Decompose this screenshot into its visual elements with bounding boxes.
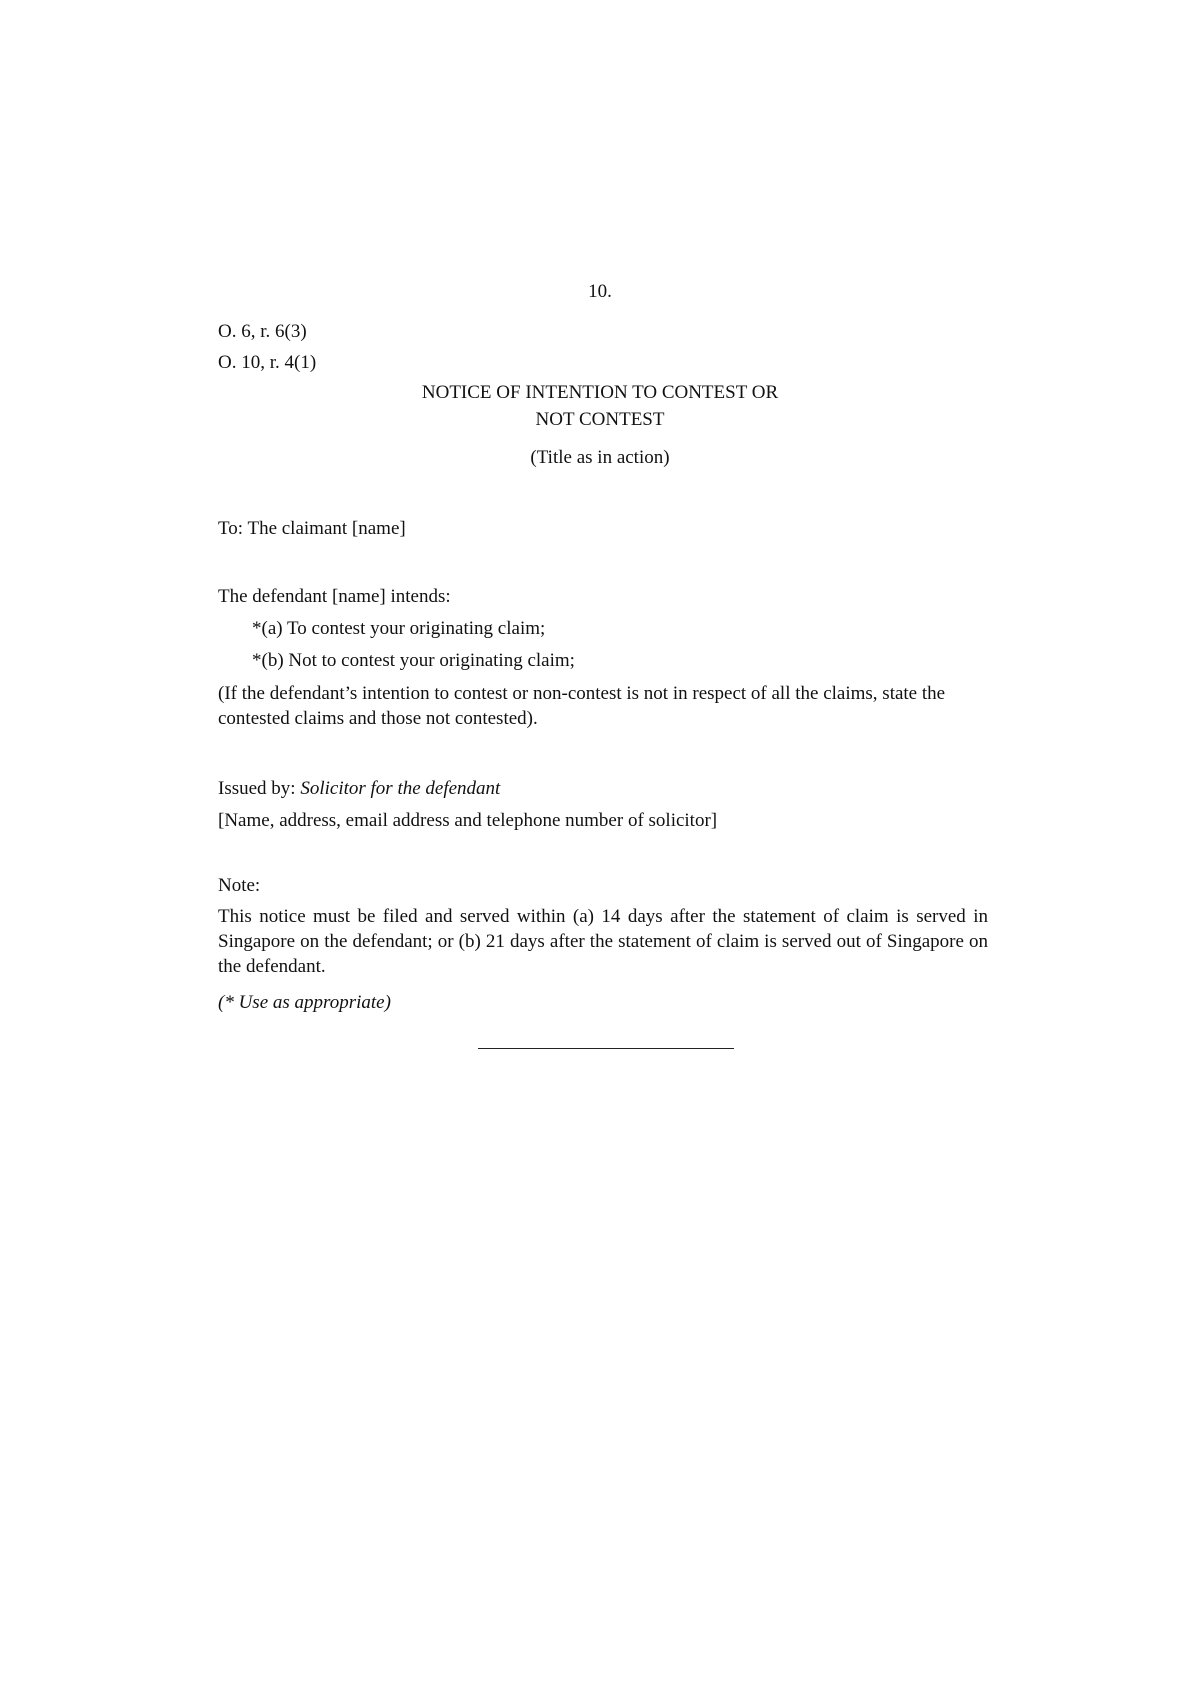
intends-line: The defendant [name] intends: <box>218 586 451 607</box>
end-divider <box>478 1048 734 1049</box>
note-label: Note: <box>218 875 261 896</box>
issued-by-value: Solicitor for the defendant <box>300 778 501 799</box>
document-title: NOT CONTEST <box>535 409 665 430</box>
rule-reference: O. 10, r. 4(1) <box>218 352 317 373</box>
use-as-appropriate-note: (* Use as appropriate) <box>218 992 391 1013</box>
addressee-line: To: The claimant [name] <box>218 518 406 539</box>
form-number: 10. <box>588 281 612 302</box>
option-item: *(a) To contest your originating claim; <box>252 618 546 639</box>
issued-by-label: Issued by: <box>218 778 301 799</box>
instruction-note: (If the defendant’s intention to contest or non-contest is not in respect of all the claims, state the contested claims and those not contested). <box>218 683 946 730</box>
solicitor-details: [Name, address, email address and telephone number of solicitor] <box>218 810 718 831</box>
rule-reference: O. 6, r. 6(3) <box>218 321 307 342</box>
issued-by-line <box>218 777 500 802</box>
document-title: NOTICE OF INTENTION TO CONTEST OR <box>421 382 779 403</box>
title-as-in-action: (Title as in action) <box>530 447 670 468</box>
note-text: This notice must be filed and served within (a) 14 days after the statement of claim is served in Singapore on the defendant; or (b) 21 days after the statement of claim is served out of Singapore on the defendant. <box>218 906 988 978</box>
option-item: *(b) Not to contest your originating claim; <box>252 650 575 671</box>
